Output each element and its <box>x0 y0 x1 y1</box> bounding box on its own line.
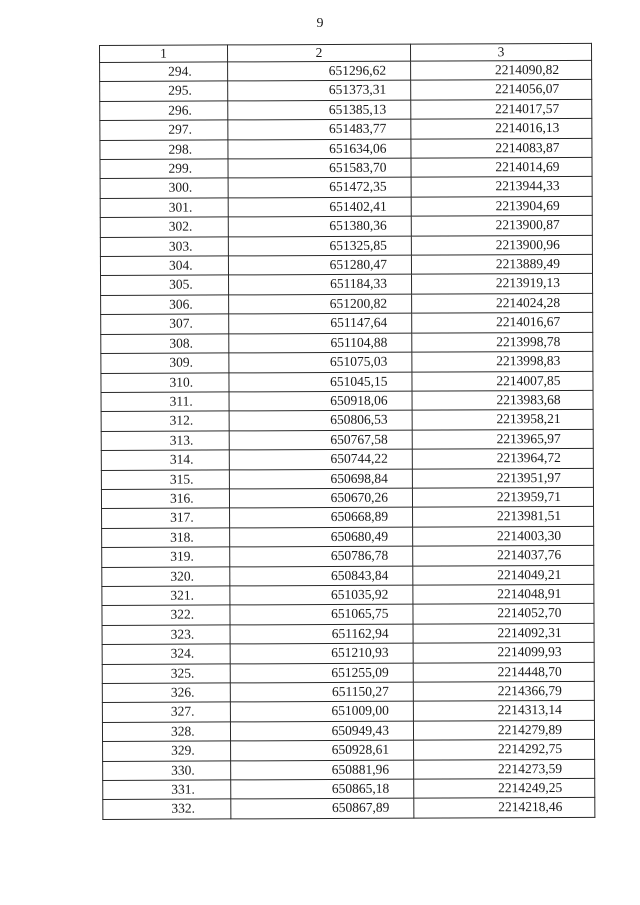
y-coordinate-cell: 2214099,93 <box>413 643 594 663</box>
table-row <box>101 429 593 451</box>
point-number-cell: 319. <box>102 547 230 567</box>
column-header-3: 3 <box>410 43 591 61</box>
y-coordinate-cell: 2213998,78 <box>412 332 593 352</box>
x-coordinate-cell: 651009,00 <box>230 702 413 722</box>
table-row <box>103 759 595 781</box>
point-number-cell: 330. <box>103 761 231 781</box>
x-coordinate-cell: 651385,13 <box>228 100 411 120</box>
table-row <box>101 274 593 296</box>
point-number-cell: 317. <box>102 508 230 528</box>
table-row <box>100 235 592 257</box>
y-coordinate-cell: 2213965,97 <box>412 429 593 449</box>
x-coordinate-cell: 651325,85 <box>228 236 411 256</box>
point-number-cell: 326. <box>102 683 230 703</box>
x-coordinate-cell: 651380,36 <box>228 216 411 236</box>
point-number-cell: 300. <box>100 178 228 198</box>
table-body <box>100 60 595 819</box>
x-coordinate-cell: 651373,31 <box>228 81 411 101</box>
table-row <box>100 254 592 276</box>
x-coordinate-cell: 650767,58 <box>229 430 412 450</box>
table-row <box>103 798 595 820</box>
y-coordinate-cell: 2214056,07 <box>411 80 592 100</box>
point-number-cell: 306. <box>101 295 229 315</box>
y-coordinate-cell: 2214092,31 <box>413 623 594 643</box>
x-coordinate-cell: 651255,09 <box>230 663 413 683</box>
x-coordinate-cell: 651150,27 <box>230 682 413 702</box>
point-number-cell: 321. <box>102 586 230 606</box>
table-row <box>100 157 592 179</box>
x-coordinate-cell: 650918,06 <box>229 391 412 411</box>
x-coordinate-cell: 651184,33 <box>229 275 412 295</box>
table-row <box>102 584 594 606</box>
point-number-cell: 320. <box>102 566 230 586</box>
point-number-cell: 318. <box>102 528 230 548</box>
table-row <box>100 196 592 218</box>
x-coordinate-cell: 651402,41 <box>228 197 411 217</box>
y-coordinate-cell: 2213959,71 <box>412 487 593 507</box>
coordinates-table <box>99 43 595 820</box>
table-row <box>103 778 595 800</box>
table-row <box>100 177 592 199</box>
y-coordinate-cell: 2213998,83 <box>412 351 593 371</box>
table-row <box>100 138 592 160</box>
x-coordinate-cell: 650865,18 <box>231 779 414 799</box>
table-row <box>102 604 594 626</box>
point-number-cell: 303. <box>100 237 228 257</box>
table-row <box>101 390 593 412</box>
point-number-cell: 298. <box>100 140 228 160</box>
x-coordinate-cell: 650867,89 <box>231 799 414 819</box>
point-number-cell: 316. <box>101 489 229 509</box>
x-coordinate-cell: 651075,03 <box>229 352 412 372</box>
x-coordinate-cell: 650670,26 <box>229 488 412 508</box>
x-coordinate-cell: 650806,53 <box>229 410 412 430</box>
table-row <box>102 546 594 568</box>
x-coordinate-cell: 650698,84 <box>229 469 412 489</box>
column-header-2: 2 <box>228 44 411 62</box>
point-number-cell: 310. <box>101 372 229 392</box>
table-header <box>100 43 592 62</box>
point-number-cell: 297. <box>100 120 228 140</box>
point-number-cell: 314. <box>101 450 229 470</box>
y-coordinate-cell: 2213964,72 <box>412 448 593 468</box>
x-coordinate-cell: 650843,84 <box>230 566 413 586</box>
y-coordinate-cell: 2214007,85 <box>412 371 593 391</box>
y-coordinate-cell: 2214249,25 <box>414 778 595 798</box>
y-coordinate-cell: 2214366,79 <box>413 681 594 701</box>
x-coordinate-cell: 651200,82 <box>229 294 412 314</box>
point-number-cell: 305. <box>101 275 229 295</box>
x-coordinate-cell: 651472,35 <box>228 178 411 198</box>
header-row <box>100 43 592 62</box>
y-coordinate-cell: 2214313,14 <box>413 701 594 721</box>
y-coordinate-cell: 2214273,59 <box>414 759 595 779</box>
y-coordinate-cell: 2214052,70 <box>413 604 594 624</box>
table-row <box>102 701 594 723</box>
table-row <box>100 99 592 121</box>
y-coordinate-cell: 2214083,87 <box>411 138 592 158</box>
y-coordinate-cell: 2214037,76 <box>413 546 594 566</box>
y-coordinate-cell: 2214003,30 <box>413 526 594 546</box>
table-row <box>100 60 592 82</box>
y-coordinate-cell: 2213951,97 <box>412 468 593 488</box>
table-row <box>102 681 594 703</box>
page-number: 9 <box>316 16 324 31</box>
point-number-cell: 302. <box>100 217 228 237</box>
table-row <box>101 351 593 373</box>
point-number-cell: 327. <box>102 702 230 722</box>
point-number-cell: 324. <box>102 644 230 664</box>
table-row <box>100 119 592 141</box>
y-coordinate-cell: 2214024,28 <box>412 293 593 313</box>
y-coordinate-cell: 2213904,69 <box>411 196 592 216</box>
table-row <box>101 487 593 509</box>
point-number-cell: 294. <box>100 62 228 82</box>
y-coordinate-cell: 2214017,57 <box>411 99 592 119</box>
y-coordinate-cell: 2214292,75 <box>414 740 595 760</box>
y-coordinate-cell: 2214016,13 <box>411 119 592 139</box>
x-coordinate-cell: 651065,75 <box>230 605 413 625</box>
table-row <box>102 720 594 742</box>
x-coordinate-cell: 651583,70 <box>228 158 411 178</box>
x-coordinate-cell: 650786,78 <box>230 546 413 566</box>
point-number-cell: 299. <box>100 159 228 179</box>
y-coordinate-cell: 2214448,70 <box>413 662 594 682</box>
y-coordinate-cell: 2213958,21 <box>412 410 593 430</box>
point-number-cell: 295. <box>100 81 228 101</box>
x-coordinate-cell: 651035,92 <box>230 585 413 605</box>
table-row <box>102 662 594 684</box>
y-coordinate-cell: 2214218,46 <box>414 798 595 818</box>
point-number-cell: 315. <box>101 469 229 489</box>
x-coordinate-cell: 651162,94 <box>230 624 413 644</box>
x-coordinate-cell: 651296,62 <box>228 61 411 81</box>
point-number-cell: 307. <box>101 314 229 334</box>
table-row <box>102 565 594 587</box>
y-coordinate-cell: 2214016,67 <box>412 313 593 333</box>
point-number-cell: 311. <box>101 392 229 412</box>
y-coordinate-cell: 2213983,68 <box>412 390 593 410</box>
table-row <box>101 332 593 354</box>
table-row <box>101 410 593 432</box>
x-coordinate-cell: 650928,61 <box>231 740 414 760</box>
y-coordinate-cell: 2214048,91 <box>413 584 594 604</box>
point-number-cell: 309. <box>101 353 229 373</box>
point-number-cell: 308. <box>101 334 229 354</box>
table-row <box>103 740 595 762</box>
column-header-1: 1 <box>100 45 228 63</box>
y-coordinate-cell: 2213900,87 <box>411 216 592 236</box>
point-number-cell: 331. <box>103 780 231 800</box>
x-coordinate-cell: 651634,06 <box>228 139 411 159</box>
y-coordinate-cell: 2214090,82 <box>411 60 592 80</box>
y-coordinate-cell: 2213944,33 <box>411 177 592 197</box>
x-coordinate-cell: 651280,47 <box>228 255 411 275</box>
table-row <box>102 643 594 665</box>
point-number-cell: 301. <box>100 198 228 218</box>
point-number-cell: 329. <box>103 741 231 761</box>
point-number-cell: 328. <box>102 722 230 742</box>
x-coordinate-cell: 650668,89 <box>230 507 413 527</box>
y-coordinate-cell: 2213981,51 <box>413 507 594 527</box>
x-coordinate-cell: 650949,43 <box>230 721 413 741</box>
table-row <box>101 468 593 490</box>
y-coordinate-cell: 2214014,69 <box>411 157 592 177</box>
x-coordinate-cell: 651104,88 <box>229 333 412 353</box>
x-coordinate-cell: 651045,15 <box>229 372 412 392</box>
y-coordinate-cell: 2213889,49 <box>411 254 592 274</box>
point-number-cell: 323. <box>102 625 230 645</box>
point-number-cell: 313. <box>101 431 229 451</box>
y-coordinate-cell: 2213919,13 <box>412 274 593 294</box>
x-coordinate-cell: 650881,96 <box>231 760 414 780</box>
y-coordinate-cell: 2213900,96 <box>411 235 592 255</box>
point-number-cell: 304. <box>100 256 228 276</box>
x-coordinate-cell: 651147,64 <box>229 313 412 333</box>
x-coordinate-cell: 650744,22 <box>229 449 412 469</box>
point-number-cell: 332. <box>103 799 231 819</box>
table-row <box>100 80 592 102</box>
table-row <box>102 623 594 645</box>
point-number-cell: 322. <box>102 605 230 625</box>
y-coordinate-cell: 2214279,89 <box>413 720 594 740</box>
table-row <box>102 526 594 548</box>
table-row <box>101 371 593 393</box>
x-coordinate-cell: 651483,77 <box>228 119 411 139</box>
point-number-cell: 296. <box>100 101 228 121</box>
table-row <box>102 507 594 529</box>
x-coordinate-cell: 650680,49 <box>230 527 413 547</box>
table-row <box>100 216 592 238</box>
y-coordinate-cell: 2214049,21 <box>413 565 594 585</box>
point-number-cell: 325. <box>102 664 230 684</box>
x-coordinate-cell: 651210,93 <box>230 643 413 663</box>
table-row <box>101 293 593 315</box>
table-row <box>101 313 593 335</box>
table-row <box>101 448 593 470</box>
point-number-cell: 312. <box>101 411 229 431</box>
